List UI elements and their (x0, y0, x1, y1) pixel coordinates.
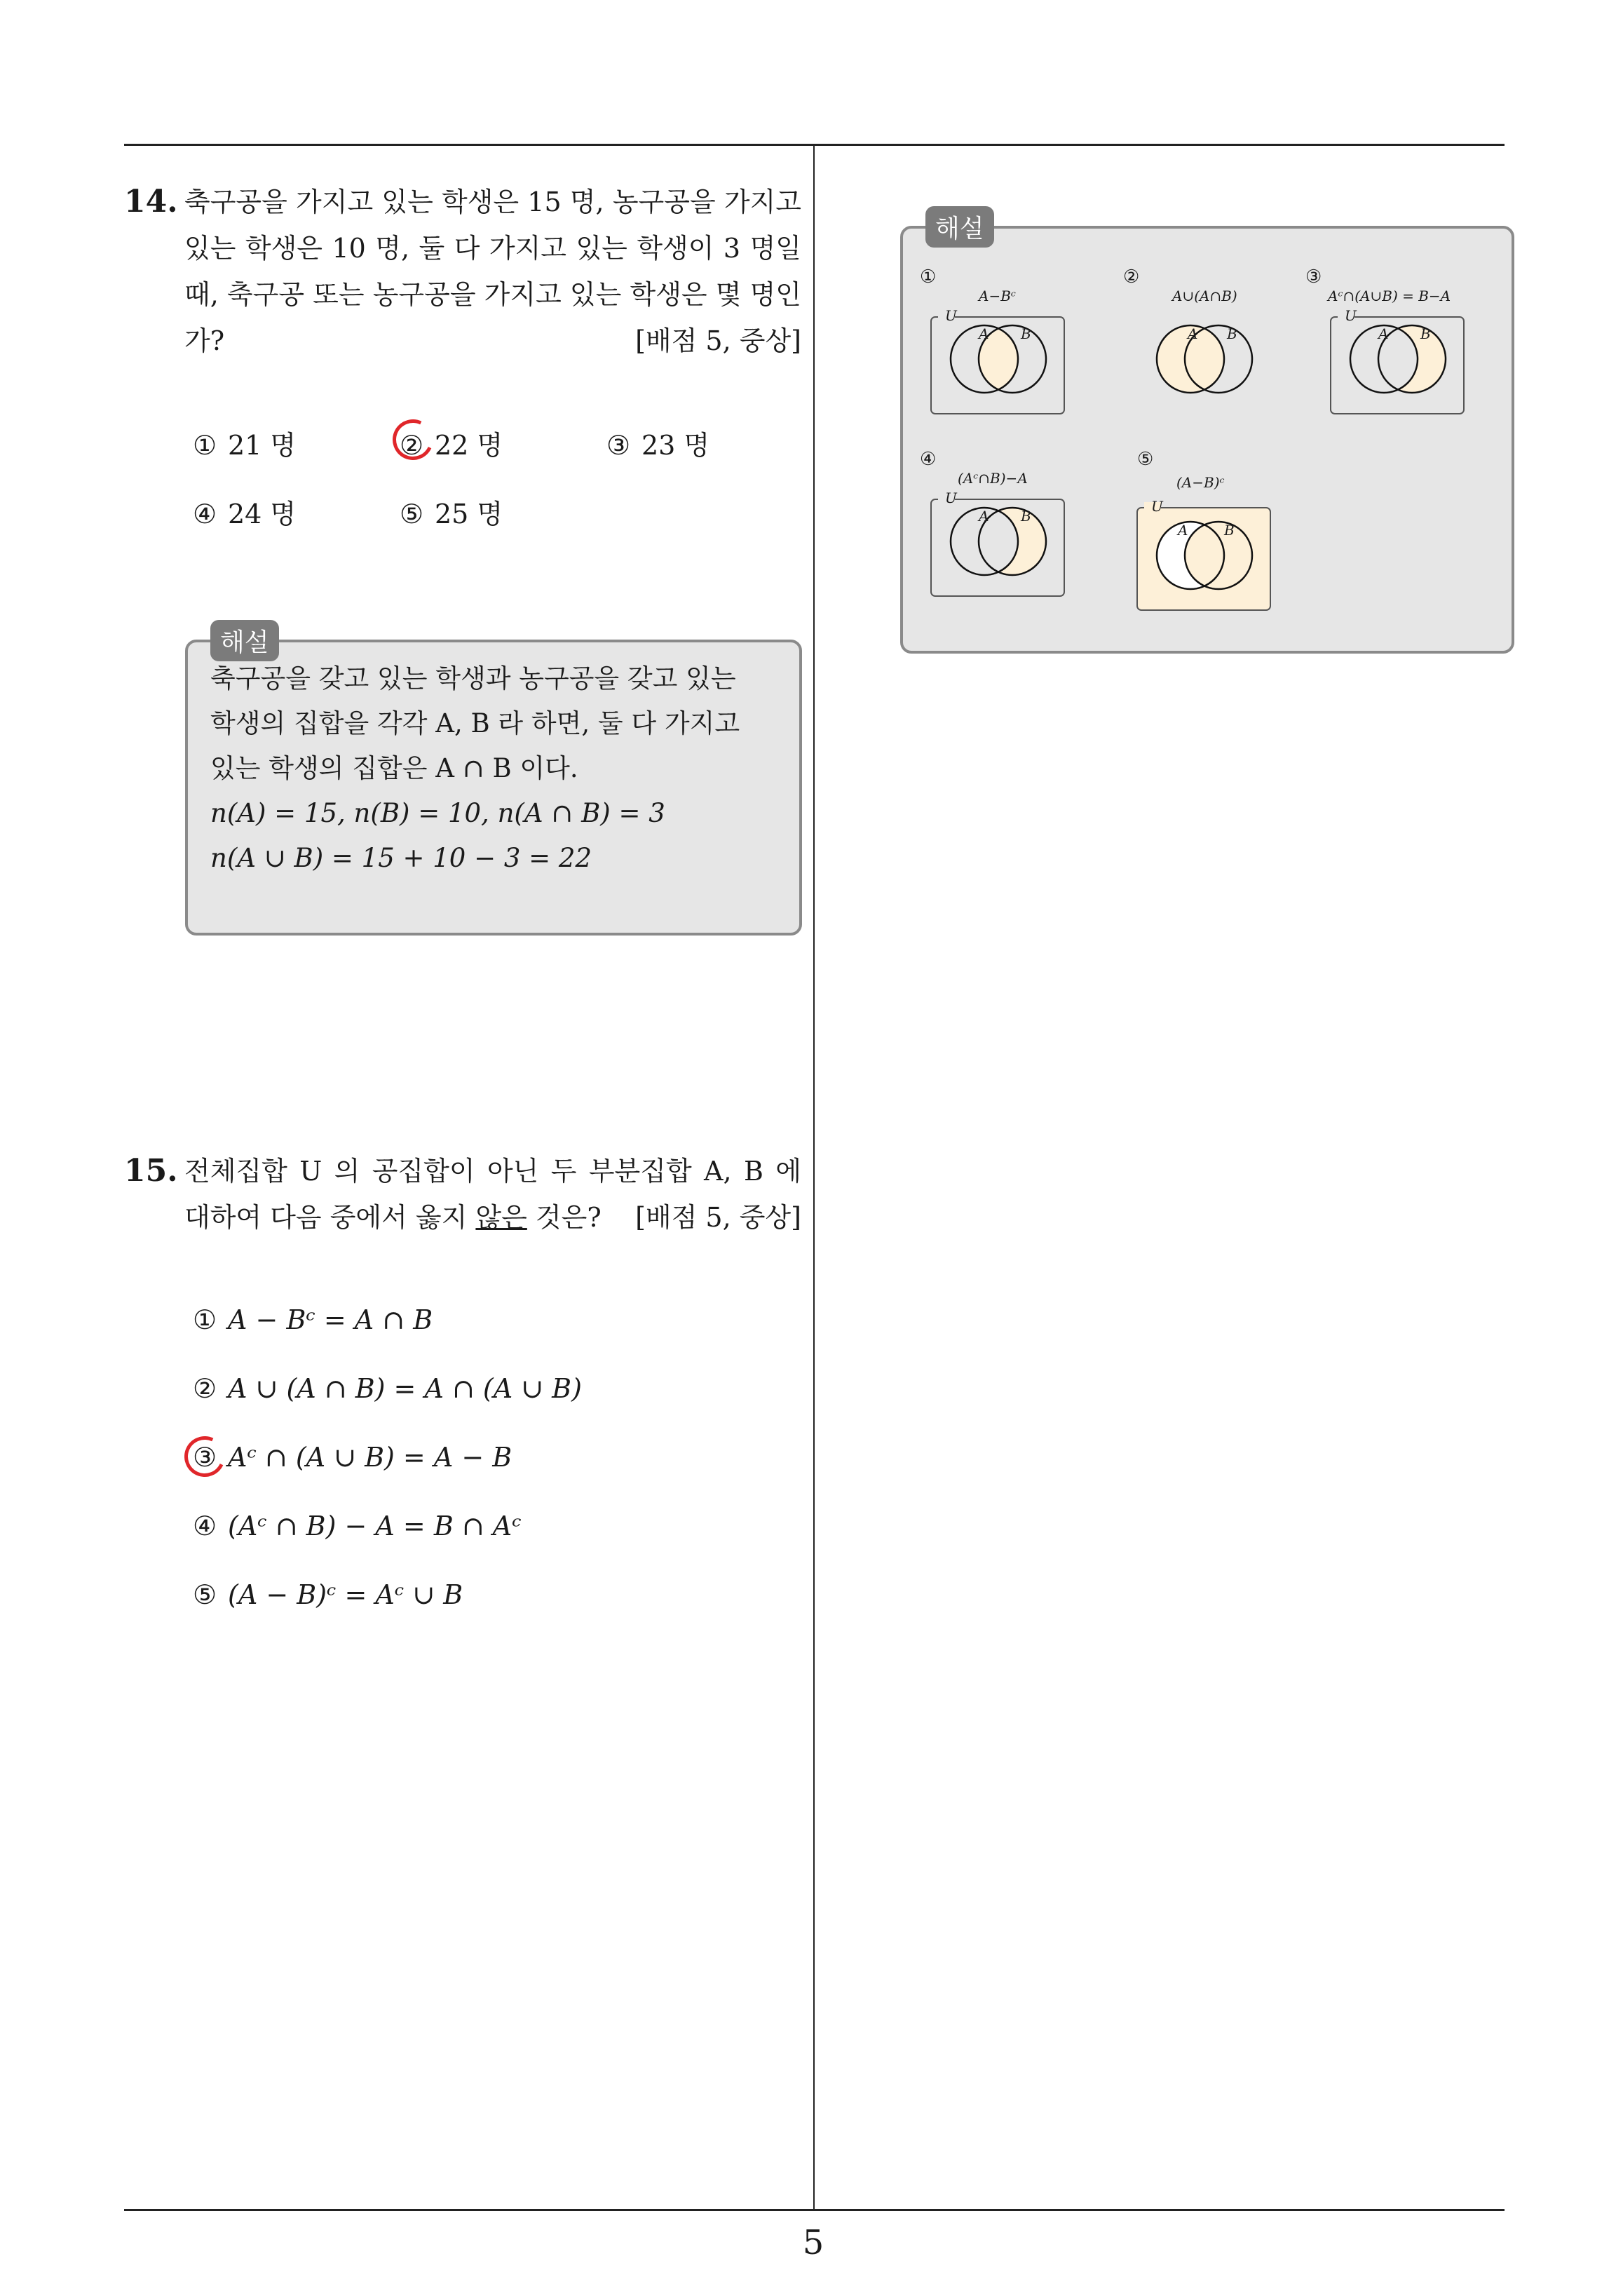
solution-line: 축구공을 갖고 있는 학생과 농구공을 갖고 있는 (210, 663, 736, 694)
choice-text: (A − B)ᶜ = Aᶜ ∪ B (228, 1579, 463, 1610)
solution-box-14 (185, 640, 802, 936)
answer-circle-mark (179, 1431, 231, 1483)
venn-number: ② (1123, 266, 1140, 288)
venn-label: A∪(A∩B) (1172, 288, 1237, 304)
set-a-label: A (979, 325, 989, 342)
choice-5[interactable] (193, 1579, 463, 1610)
column-divider (813, 145, 815, 2210)
universe-label: U (1151, 498, 1163, 515)
choice-text: Aᶜ ∩ (A ∪ B) = A − B (228, 1442, 512, 1473)
choice-text: 24 명 (228, 499, 297, 529)
solution-line: 있는 학생의 집합은 A ∩ B 이다. (210, 753, 578, 783)
universe-label: U (1345, 307, 1357, 324)
solution-tag: 해설 (210, 620, 279, 661)
choice-mark: ⑤ (193, 1579, 217, 1610)
choice-mark: ④ (193, 1511, 217, 1541)
set-b-label: B (1021, 325, 1031, 342)
question-points: [배점 5, 중상] (635, 1202, 801, 1233)
venn-diagram-2 (1120, 266, 1289, 421)
question-number: 14. (124, 184, 178, 220)
set-b-label: B (1420, 325, 1431, 342)
choice-mark: ① (193, 1304, 217, 1335)
set-b-label: B (1021, 508, 1031, 525)
choice-mark: ③ (606, 430, 631, 461)
choice-text: (Aᶜ ∩ B) − A = B ∩ Aᶜ (228, 1511, 522, 1541)
choice-mark: ② (400, 430, 424, 461)
solution-line: 학생의 집합을 각각 A, B 라 하면, 둘 다 가지고 (210, 708, 740, 738)
universe-label: U (945, 307, 957, 324)
solution-tag: 해설 (925, 206, 994, 248)
question-14 (124, 179, 804, 375)
solution-box-15 (900, 226, 1514, 654)
choice-text: A − Bᶜ = A ∩ B (228, 1304, 433, 1335)
venn-number: ① (920, 266, 937, 288)
choice-3[interactable] (193, 1442, 512, 1473)
choice-text: A ∪ (A ∩ B) = A ∩ (A ∪ B) (228, 1373, 582, 1404)
solution-line: n(A ∪ B) = 15 + 10 − 3 = 22 (210, 843, 592, 873)
venn-diagram-3 (1303, 266, 1506, 421)
venn-diagram-4 (917, 449, 1085, 617)
venn-diagram-1 (917, 266, 1085, 421)
question-text (184, 179, 801, 364)
choice-5[interactable] (400, 492, 503, 531)
universe-label: U (945, 489, 957, 506)
venn-label: (A−B)ᶜ (1176, 474, 1225, 491)
venn-number: ⑤ (1137, 449, 1154, 470)
venn-number: ④ (920, 449, 937, 470)
choice-1[interactable] (193, 1304, 433, 1335)
venn-label: (Aᶜ∩B)−A (958, 470, 1028, 487)
set-a-label: A (979, 508, 989, 525)
choice-4[interactable] (193, 1511, 522, 1541)
question-body: 전체집합 U 의 공집합이 아닌 두 부분집합 A, B 에 대하여 다음 중에서 옳지 (184, 1156, 801, 1233)
question-points: [배점 5, 중상] (635, 325, 801, 356)
question-emphasis: 않은 (475, 1202, 527, 1233)
choice-text: 21 명 (228, 430, 297, 461)
choice-mark: ④ (193, 499, 217, 529)
choice-mark: ③ (193, 1442, 217, 1473)
choice-text: 25 명 (435, 499, 503, 529)
choice-3[interactable] (606, 424, 709, 462)
choice-1[interactable] (193, 424, 296, 462)
venn-diagram-5 (1134, 449, 1303, 631)
bottom-rule (124, 2209, 1505, 2211)
choice-2[interactable] (193, 1373, 582, 1404)
venn-drawing (1134, 303, 1275, 415)
choice-mark: ① (193, 430, 217, 461)
choice-text: 22 명 (435, 430, 503, 461)
question-body: 축구공을 가지고 있는 학생은 15 명, 농구공을 가지고 있는 학생은 10 명, 둘 다 가지고 있는 학생이 3 명일 때, 축구공 또는 농구공을 가지고 있는 학생은 몇 명인가? (184, 187, 801, 356)
set-b-label: B (1227, 325, 1237, 342)
solution-lines (210, 656, 785, 881)
question-text (184, 1148, 801, 1241)
question-15 (124, 1148, 804, 1246)
choice-mark: ⑤ (400, 499, 424, 529)
venn-label: Aᶜ∩(A∪B) = B−A (1328, 288, 1451, 304)
solution-line: n(A) = 15, n(B) = 10, n(A ∩ B) = 3 (210, 798, 665, 828)
page-number: 5 (802, 2223, 824, 2262)
set-a-label: A (1178, 522, 1188, 539)
set-a-label: A (1188, 325, 1198, 342)
question-body-end: 것은? (527, 1202, 602, 1233)
venn-label: A−Bᶜ (979, 288, 1016, 304)
choice-text: 23 명 (641, 430, 710, 461)
set-a-label: A (1378, 325, 1389, 342)
choice-4[interactable] (193, 492, 296, 531)
set-b-label: B (1224, 522, 1235, 539)
venn-number: ③ (1305, 266, 1322, 288)
choice-mark: ② (193, 1373, 217, 1404)
question-number: 15. (124, 1153, 178, 1189)
